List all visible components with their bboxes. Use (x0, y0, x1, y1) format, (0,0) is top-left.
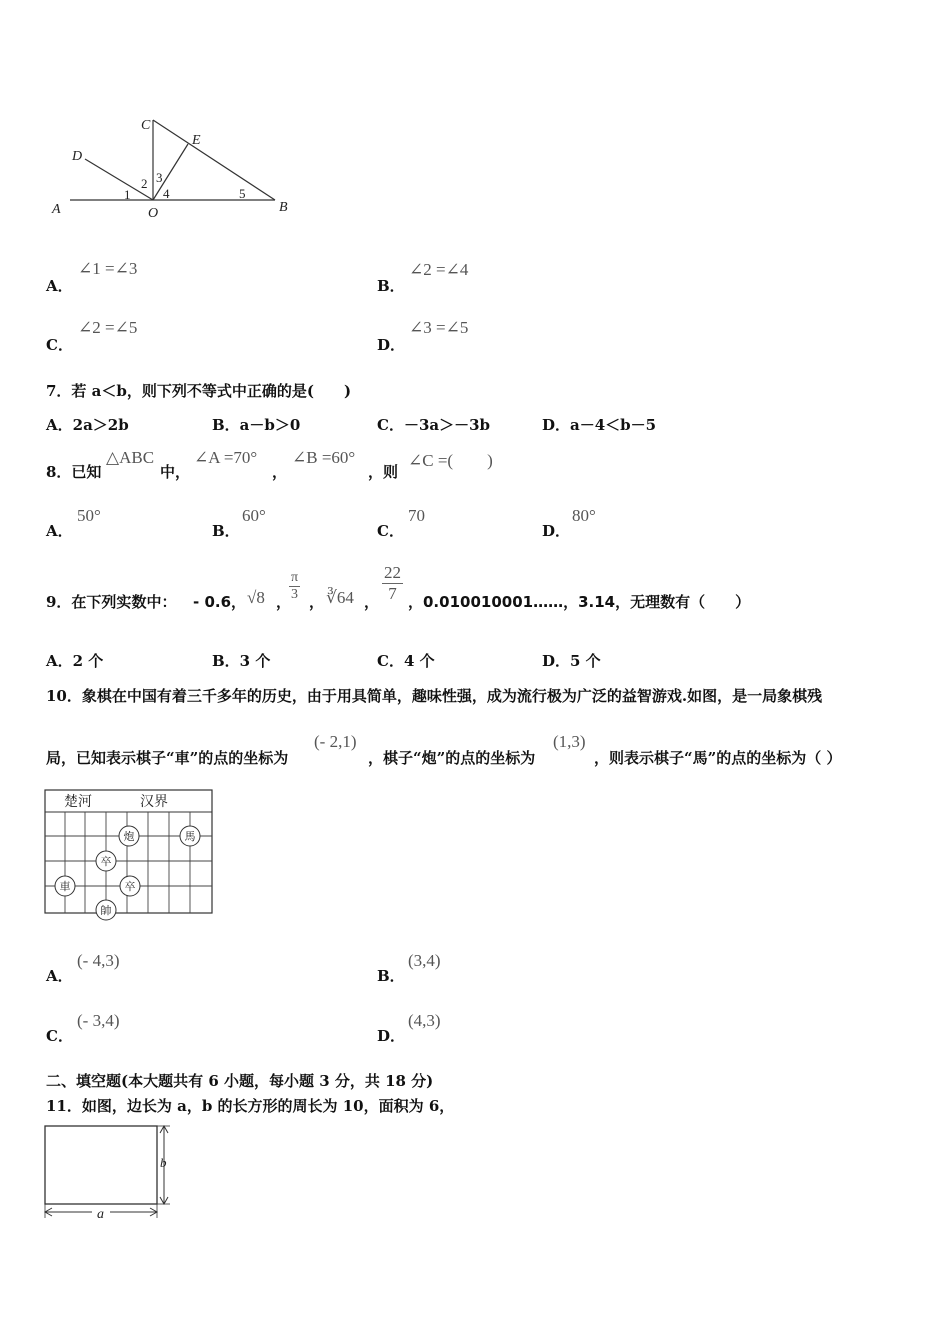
q9-frac-22-7 (382, 563, 403, 604)
q9-option-c[interactable]: C．4 个 (377, 652, 435, 670)
piece-shuai: 帥 (100, 904, 112, 917)
q9-option-b[interactable]: B．3 个 (212, 652, 271, 670)
q6-option-c-expr: ∠2 =∠5 (78, 318, 138, 337)
angle-1: 1 (124, 187, 131, 202)
q10-option-b-letter[interactable]: B． (377, 967, 405, 985)
q10-option-d-coord: (4,3) (408, 1011, 441, 1030)
q10-line2-a: 局，已知表示棋子“車”的点的坐标为 (46, 749, 289, 767)
board-title-right: 汉界 (140, 794, 168, 810)
rect-label-b: b (160, 1155, 167, 1170)
q8-option-d-value: 80° (572, 506, 596, 525)
label-E: E (192, 133, 201, 148)
q6-option-a-letter[interactable]: A． (46, 277, 73, 295)
q7-option-a[interactable]: A．2a＞2b (46, 416, 129, 434)
q8-option-a-value: 50° (77, 506, 101, 525)
q6-option-b-expr: ∠2 =∠4 (409, 260, 469, 279)
q8-option-c-letter[interactable]: C． (377, 522, 404, 540)
q8-angle-b: ∠B =60° (292, 448, 356, 467)
q9-cbrt64: ∛64 (326, 588, 354, 607)
q10-option-d-letter[interactable]: D． (377, 1027, 406, 1045)
piece-zu2: 卒 (124, 880, 136, 893)
q9-prefix: 9．在下列实数中： (46, 593, 177, 611)
angle-2: 2 (141, 176, 148, 191)
angle-5: 5 (239, 186, 246, 201)
q8-prefix: 8．已知 (46, 463, 102, 481)
piece-ma: 馬 (184, 830, 196, 843)
q8-angle-a: ∠A =70° (194, 448, 258, 467)
q6-option-c-letter[interactable]: C． (46, 336, 73, 354)
q9-sep1: ， (276, 593, 292, 611)
q9-frac-pi (289, 570, 300, 603)
q8-comma1: ， (272, 463, 288, 481)
q10-option-c-letter[interactable]: C． (46, 1027, 73, 1045)
q9-value-neg: - 0.6， (193, 593, 247, 611)
q9-f-num: 22 (384, 563, 401, 582)
q9-sqrt8: √8 (247, 588, 265, 607)
label-A: A (52, 202, 61, 217)
q8-option-d-letter[interactable]: D． (542, 522, 571, 540)
section2-heading: 二、填空题(本大题共有 6 小题，每小题 3 分，共 18 分) (46, 1072, 434, 1090)
q9-sep2: ， (309, 593, 325, 611)
q10-coord-ju: (- 2,1) (314, 732, 357, 751)
geometry-figure (40, 112, 310, 222)
q6-option-a-expr: ∠1 =∠3 (78, 259, 138, 278)
q10-line2-b: ，棋子“炮”的点的坐标为 (368, 749, 536, 767)
q10-option-a-coord: (- 4,3) (77, 951, 120, 970)
piece-zu1: 卒 (100, 855, 112, 868)
q9-option-a[interactable]: A．2 个 (46, 652, 104, 670)
q8-comma2: ，则 (368, 463, 399, 481)
q6-option-d-letter[interactable]: D． (377, 336, 406, 354)
rectangle-figure (44, 1122, 178, 1224)
label-C: C (141, 118, 151, 133)
q8-option-c-value: 70 (408, 506, 425, 525)
q9-sep3: ， (364, 593, 380, 611)
q10-option-a-letter[interactable]: A． (46, 967, 73, 985)
label-D: D (72, 149, 83, 164)
q9-option-d[interactable]: D．5 个 (542, 652, 601, 670)
q10-option-b-coord: (3,4) (408, 951, 441, 970)
chess-board-figure (44, 789, 216, 925)
piece-ju: 車 (59, 880, 71, 893)
angle-4: 4 (163, 186, 170, 201)
q7-option-b[interactable]: B．a－b＞0 (212, 416, 301, 434)
q9-f-den: 7 (388, 584, 397, 603)
label-B: B (279, 200, 288, 215)
q8-angle-c: ∠C =( ) (408, 451, 493, 470)
q8-option-a-letter[interactable]: A． (46, 522, 73, 540)
label-O: O (148, 206, 159, 221)
piece-pao: 炮 (123, 830, 135, 843)
q7-option-d[interactable]: D．a－4＜b－5 (542, 416, 657, 434)
board-title-left: 楚河 (64, 794, 92, 810)
q7-option-c[interactable]: C．－3a＞－3b (377, 416, 491, 434)
q10-coord-pao: (1,3) (553, 732, 586, 751)
angle-3: 3 (156, 170, 163, 185)
q11-stem: 11．如图，边长为 a，b 的长方形的周长为 10，面积为 6， (46, 1097, 455, 1115)
q7-stem: 7．若 a＜b，则下列不等式中正确的是( ) (46, 382, 352, 400)
q9-rest (408, 591, 750, 612)
q10-line1: 10．象棋在中国有着三千多年的历史，由于用具简单，趣味性强，成为流行极为广泛的益智游戏.如图，是一局象棋残 (46, 687, 823, 705)
q10-option-c-coord: (- 3,4) (77, 1011, 120, 1030)
q8-triangle: △ABC (106, 448, 155, 467)
q8-option-b-value: 60° (242, 506, 266, 525)
rect-label-a: a (97, 1207, 104, 1222)
q9-pi-den: 3 (291, 587, 299, 602)
q6-option-d-expr: ∠3 =∠5 (409, 318, 469, 337)
q6-option-b-letter[interactable]: B． (377, 277, 405, 295)
q8-option-b-letter[interactable]: B． (212, 522, 240, 540)
q9-pi-num: π (291, 570, 299, 585)
q10-line2-c: ，则表示棋子“馬”的点的坐标为（ ） (594, 749, 842, 767)
q8-mid: 中， (160, 463, 191, 481)
q9-rest-text: ，0.010010001……，3.14，无理数有（ ） (408, 593, 751, 611)
